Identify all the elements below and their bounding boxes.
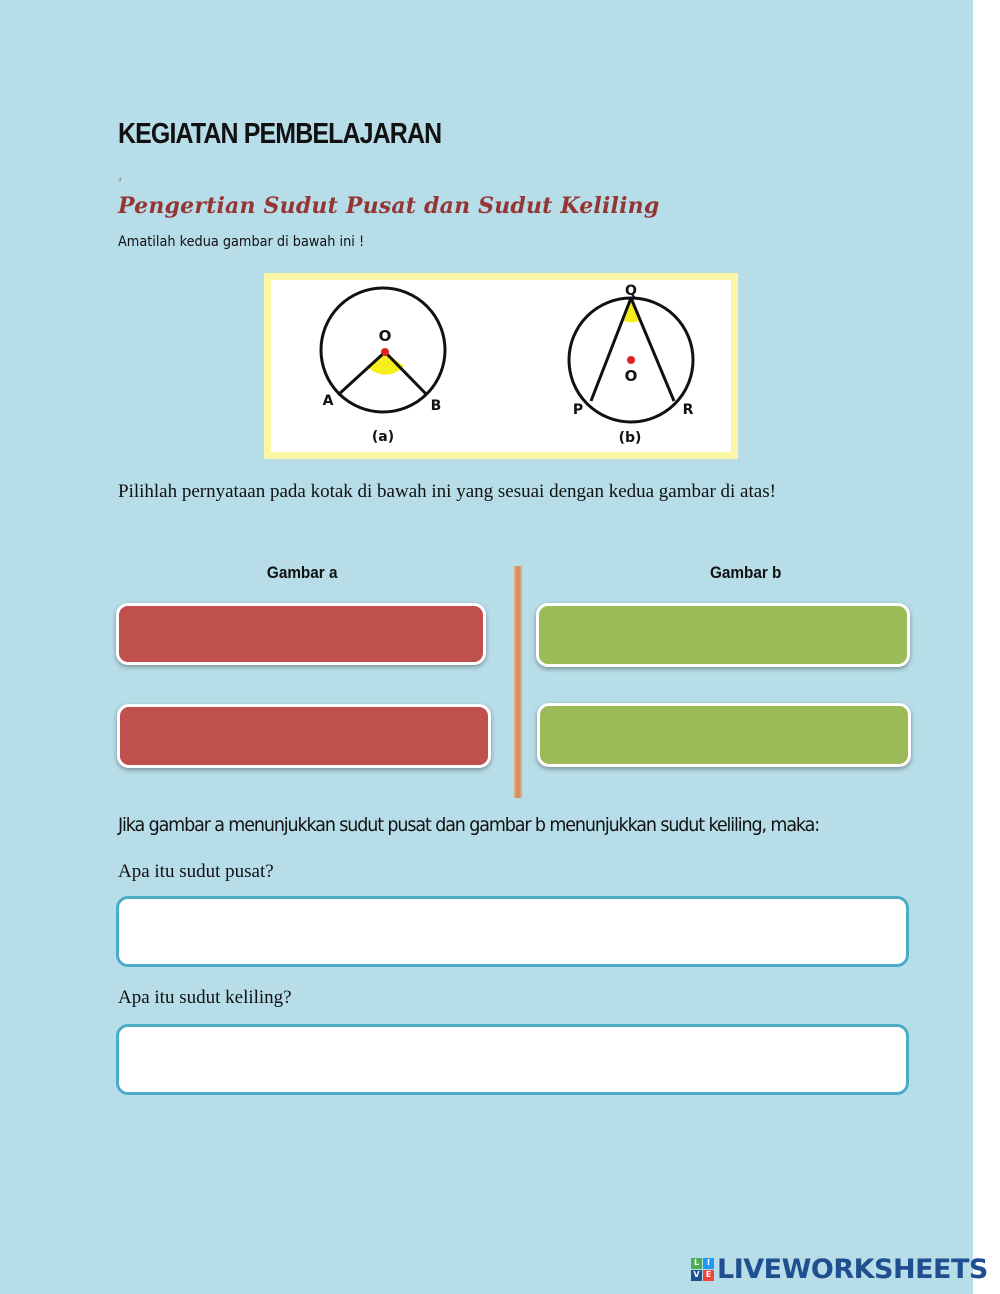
instruction-text: Amatilah kedua gambar di bawah ini ! [118, 234, 365, 250]
question-label-sudut-keliling: Apa itu sudut keliling? [118, 987, 292, 1008]
radius-oa [338, 352, 385, 395]
drop-box-b-1[interactable] [536, 603, 910, 667]
label-r: R [682, 402, 694, 418]
label-o-a: O [378, 327, 392, 345]
label-q: Q [625, 283, 637, 299]
answer-input-sudut-pusat[interactable] [116, 896, 909, 967]
chord-qp [591, 298, 631, 401]
drop-box-a-2[interactable] [117, 704, 491, 768]
statement-text: Jika gambar a menunjukkan sudut pusat dan gambar b menunjukkan sudut keliling, maka: [118, 814, 820, 836]
circle-diagram [271, 280, 731, 452]
figure-a [321, 288, 445, 445]
figure-b [569, 283, 694, 446]
question-label-sudut-pusat: Apa itu sudut pusat? [118, 861, 274, 882]
logo-letter-l: L [691, 1258, 702, 1269]
drop-box-b-2[interactable] [537, 703, 911, 767]
caption-a: (a) [371, 429, 395, 445]
logo-text: LIVEWORKSHEETS [717, 1253, 988, 1285]
circle-angle-figure [264, 273, 738, 459]
logo-letter-v: V [691, 1270, 702, 1281]
column-label-b: Gambar b [709, 563, 782, 582]
drop-box-a-1[interactable] [116, 603, 486, 665]
caption-b: (b) [618, 430, 642, 446]
page-title: KEGIATAN PEMBELAJARAN [118, 118, 442, 150]
label-p: P [572, 402, 584, 418]
answer-input-sudut-keliling[interactable] [116, 1024, 909, 1095]
label-a: A [322, 393, 334, 409]
label-o-b: O [624, 367, 638, 385]
center-point-a [381, 348, 389, 356]
logo-letter-i: I [703, 1258, 714, 1269]
chord-qr [631, 298, 674, 401]
liveworksheets-logo-icon [691, 1258, 714, 1281]
center-point-b [627, 356, 635, 364]
question-text: Pilihlah pernyataan pada kotak di bawah ini yang sesuai dengan kedua gambar di atas! [118, 481, 776, 502]
column-label-a: Gambar a [266, 563, 338, 582]
section-subtitle: Pengertian Sudut Pusat dan Sudut Keliling [118, 193, 660, 219]
column-divider [514, 566, 522, 798]
small-mark: ⁴ [118, 176, 122, 185]
logo-letter-e: E [703, 1270, 714, 1281]
liveworksheets-logo[interactable] [691, 1252, 988, 1286]
label-b: B [430, 398, 442, 414]
